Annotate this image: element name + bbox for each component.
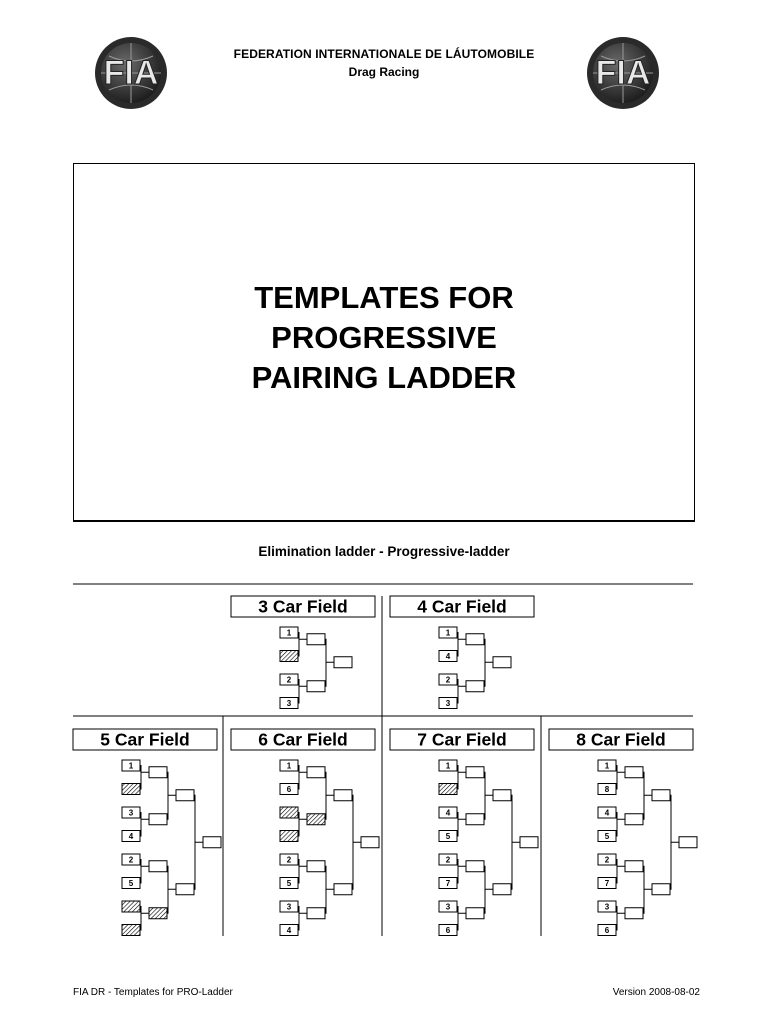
winner-box [176,884,194,895]
winner-box [307,634,325,645]
bracket-line [457,680,466,704]
bracket-line [140,907,149,931]
seed-number: 2 [128,855,134,865]
bracket-line [194,795,203,889]
seed-number: 3 [604,902,610,912]
seed-number: 3 [445,699,451,709]
bracket-line [325,866,334,913]
bye-slot [122,901,140,912]
winner-box [307,908,325,919]
field-label: 8 Car Field [576,729,666,750]
bracket-line [457,813,466,837]
seed-number: 5 [128,879,134,889]
logo-text: FIA [103,54,159,92]
winner-box [652,884,670,895]
seed-number: 4 [286,926,292,936]
field-label: 3 Car Field [258,596,348,617]
winner-box [361,837,379,848]
seed-number: 5 [286,879,292,889]
bracket-line [298,633,307,657]
bye-advance-slot [307,814,325,825]
winner-box [466,861,484,872]
ladder-6 [549,729,697,936]
organization-name: FEDERATION INTERNATIONALE DE LÁUTOMOBILE [233,47,535,61]
ladder-2 [390,596,534,709]
winner-box [307,861,325,872]
bracket-line [167,866,176,913]
winner-box [149,814,167,825]
bracket-line [457,633,466,657]
bye-slot [280,807,298,818]
bracket-line [298,813,307,837]
bye-advance-slot [149,908,167,919]
discipline-name: Drag Racing [348,65,420,79]
section-label: Elimination ladder - Progressive-ladder [258,544,510,559]
winner-box [493,884,511,895]
winner-box [149,767,167,778]
bracket-line [484,772,493,819]
seed-number: 2 [445,675,451,685]
bracket-line [616,766,625,790]
seed-number: 6 [604,926,610,936]
seed-number: 1 [445,761,451,771]
seed-number: 6 [445,926,451,936]
seed-number: 3 [445,902,451,912]
seed-number: 1 [286,628,292,638]
seed-number: 4 [445,808,451,818]
ladder-3 [73,729,221,936]
seed-number: 6 [286,785,292,795]
bracket-line [298,766,307,790]
seed-number: 1 [604,761,610,771]
bracket-line [511,795,520,889]
winner-box [679,837,697,848]
bracket-line [670,795,679,889]
seed-number: 5 [445,832,451,842]
seed-number: 5 [604,832,610,842]
winner-box [466,681,484,692]
document-title: TEMPLATES FOR PROGRESSIVE PAIRING LADDER [251,280,517,395]
seed-number: 3 [128,808,134,818]
field-label: 4 Car Field [417,596,507,617]
bracket-line [616,860,625,884]
seed-number: 2 [286,855,292,865]
bracket-line [140,813,149,837]
winner-box [625,908,643,919]
bye-slot [122,784,140,795]
bracket-line [140,766,149,790]
bracket-line [484,866,493,913]
bracket-line [643,772,652,819]
winner-box [466,634,484,645]
seed-number: 3 [286,902,292,912]
winner-box [652,790,670,801]
field-label: 6 Car Field [258,729,348,750]
winner-box [625,767,643,778]
winner-box [493,790,511,801]
footer-left: FIA DR - Templates for PRO-Ladder [73,987,233,998]
bracket-line [457,907,466,931]
seed-number: 1 [286,761,292,771]
bracket-line [616,813,625,837]
bracket-line [298,680,307,704]
winner-box [625,814,643,825]
bracket-line [352,795,361,889]
seed-number: 7 [604,879,610,889]
seed-number: 1 [445,628,451,638]
seed-number: 4 [604,808,610,818]
seed-number: 2 [445,855,451,865]
seed-number: 1 [128,761,134,771]
bracket-line [298,907,307,931]
bye-slot [280,651,298,662]
bracket-line [643,866,652,913]
bracket-line [140,860,149,884]
field-label: 5 Car Field [100,729,190,750]
seed-number: 2 [286,675,292,685]
ladder-1 [231,596,375,709]
winner-box [466,814,484,825]
winner-box [625,861,643,872]
field-label: 7 Car Field [417,729,507,750]
winner-box [203,837,221,848]
bye-slot [439,784,457,795]
logo-text: FIA [595,54,651,92]
winner-box [493,657,511,668]
seed-number: 8 [604,785,610,795]
footer-right: Version 2008-08-02 [612,987,700,998]
winner-box [466,767,484,778]
seed-number: 4 [128,832,134,842]
bracket-line [325,639,334,686]
winner-box [334,657,352,668]
seed-number: 3 [286,699,292,709]
seed-number: 2 [604,855,610,865]
winner-box [149,861,167,872]
winner-box [520,837,538,848]
ladder-5 [390,729,538,936]
winner-box [334,884,352,895]
seed-number: 7 [445,879,451,889]
bracket-line [616,907,625,931]
winner-box [334,790,352,801]
bracket-line [167,772,176,819]
bracket-line [484,639,493,686]
bye-slot [122,925,140,936]
winner-box [307,681,325,692]
winner-box [176,790,194,801]
ladder-4 [231,729,379,936]
bye-slot [280,831,298,842]
seed-number: 4 [445,652,451,662]
winner-box [466,908,484,919]
bracket-line [457,766,466,790]
bracket-line [325,772,334,819]
bracket-line [298,860,307,884]
winner-box [307,767,325,778]
bracket-line [457,860,466,884]
